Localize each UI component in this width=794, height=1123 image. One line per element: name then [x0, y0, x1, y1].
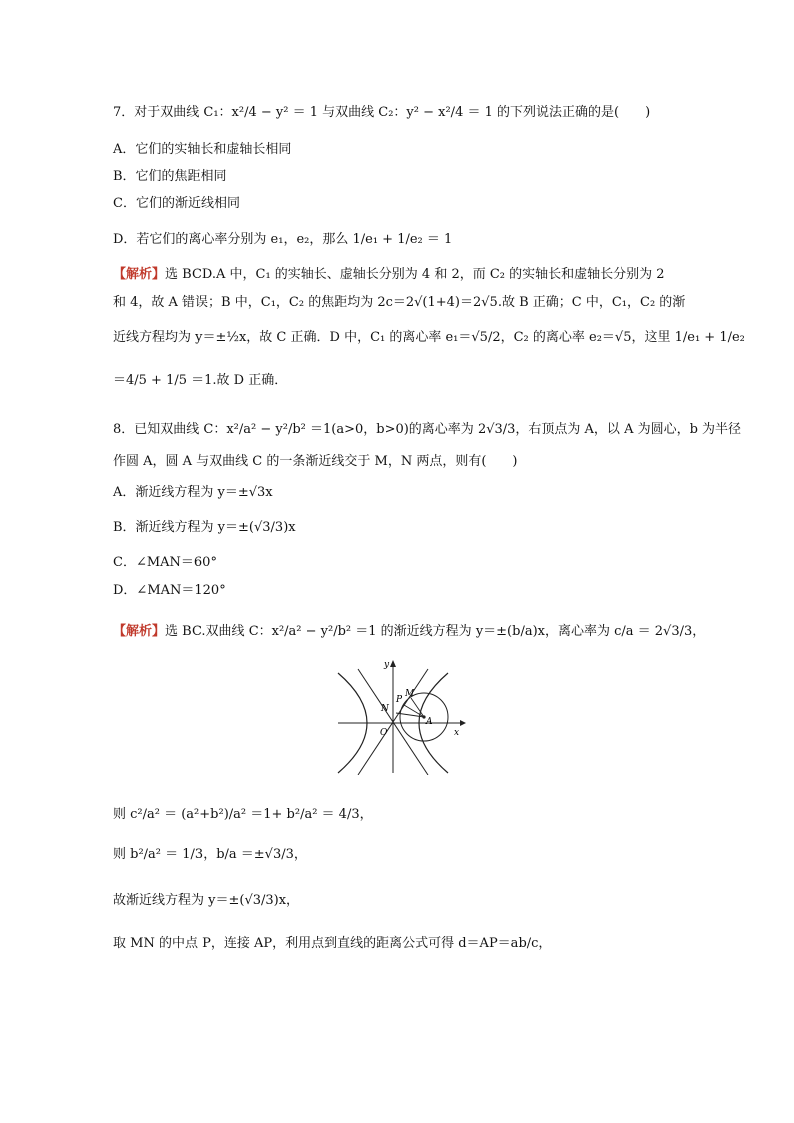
hyperbola-figure: [336, 655, 466, 775]
label-p: P: [396, 695, 403, 705]
q7-solution-tag: 【解析】: [113, 267, 166, 282]
q8-solution-line-2: 则 c²/a² ＝ (a²+b²)/a² ＝1+ b²/a² ＝ 4/3，: [113, 807, 373, 822]
q7-option-a: A．它们的实轴长和虚轴长相同: [113, 142, 292, 157]
q8-solution-text: 选 BC.双曲线 C：x²/a² − y²/b² ＝1 的渐近线方程为 y＝±(b/a)x，离心率为 c/a ＝ 2√3/3，: [165, 624, 706, 639]
q8-stem-line-1: 8．已知双曲线 C：x²/a² − y²/b² ＝1(a>0，b>0)的离心率为 2√3/3，右顶点为 A，以 A 为圆心，b 为半径: [113, 422, 742, 437]
q7-solution-line-3: 近线方程均为 y＝±½x，故 C 正确．D 中，C₁ 的离心率 e₁＝√5/2，C₂ 的离心率 e₂＝√5，这里 1/e₁ + 1/e₂: [113, 330, 745, 345]
x-axis-arrow: [460, 720, 466, 726]
q7-option-d: D．若它们的离心率分别为 e₁，e₂，那么 1/e₁ + 1/e₂ ＝ 1: [113, 232, 453, 247]
q8-solution-line-5: 取 MN 的中点 P，连接 AP，利用点到直线的距离公式可得 d＝AP＝ab/c，: [113, 936, 552, 951]
label-o: O: [380, 728, 388, 738]
y-axis-arrow: [390, 660, 396, 667]
q7-solution-line-4: ＝4/5 + 1/5 ＝1.故 D 正确．: [113, 373, 288, 388]
q8-option-a: A．渐近线方程为 y＝±√3x: [113, 485, 273, 500]
q7-option-c: C．它们的渐近线相同: [113, 196, 240, 211]
label-m: M: [405, 689, 415, 699]
q8-option-c: C．∠MAN＝60°: [113, 555, 217, 570]
label-y: y: [384, 660, 390, 670]
label-a: A: [426, 717, 433, 727]
label-n: N: [381, 704, 389, 714]
q7-stem: 7．对于双曲线 C₁：x²/4 − y² ＝ 1 与双曲线 C₂：y² − x²/4 ＝ 1 的下列说法正确的是( ): [113, 105, 651, 120]
q7-option-b: B．它们的焦距相同: [113, 169, 227, 184]
q8-solution-tag: 【解析】: [113, 624, 166, 639]
q8-solution-line-3: 则 b²/a² ＝ 1/3，b/a ＝±√3/3，: [113, 847, 307, 862]
q7-solution-line-1: [113, 265, 734, 285]
q8-solution-line-4: 故渐近线方程为 y＝±(√3/3)x，: [113, 893, 300, 908]
label-x: x: [454, 728, 460, 738]
q7-solution-line-2: 和 4，故 A 错误；B 中，C₁，C₂ 的焦距均为 2c＝2√(1+4)＝2√5.故 B 正确；C 中，C₁，C₂ 的渐: [113, 295, 686, 310]
q8-stem-line-2: 作圆 A，圆 A 与双曲线 C 的一条渐近线交于 M，N 两点，则有( ): [113, 454, 518, 469]
q8-solution-line-1: [113, 622, 734, 642]
q8-option-b: B．渐近线方程为 y＝±(√3/3)x: [113, 520, 296, 535]
q7-solution-text: 选 BCD.A 中，C₁ 的实轴长、虚轴长分别为 4 和 2，而 C₂ 的实轴长和虚轴长分别为 2: [165, 267, 665, 282]
q8-option-d: D．∠MAN＝120°: [113, 583, 226, 598]
